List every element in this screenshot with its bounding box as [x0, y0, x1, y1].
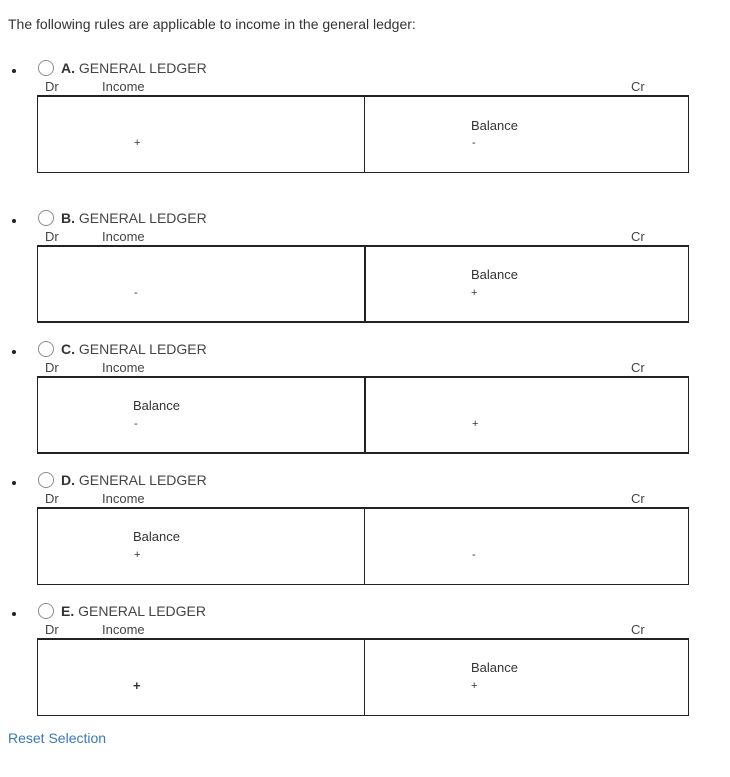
- option-title[interactable]: [61, 603, 206, 619]
- list-bullet: [12, 350, 16, 354]
- option-letter: B.: [61, 210, 75, 226]
- radio-button-e[interactable]: [38, 603, 54, 619]
- radio-button-b[interactable]: [38, 210, 54, 226]
- t-account: [37, 245, 689, 323]
- radio-button-d[interactable]: [38, 472, 54, 488]
- option-title[interactable]: [61, 472, 207, 488]
- account-name: Income: [102, 622, 145, 637]
- credit-sign: -: [472, 549, 476, 561]
- t-account: [37, 95, 689, 173]
- t-account: [37, 638, 689, 716]
- question-text: The following rules are applicable to income in the general ledger:: [8, 16, 416, 32]
- t-account-divider: [364, 247, 366, 321]
- account-name: Income: [102, 79, 145, 94]
- debit-label: Dr: [45, 79, 59, 94]
- credit-balance-label: Balance: [471, 660, 518, 675]
- credit-balance-label: Balance: [471, 118, 518, 133]
- credit-sign: -: [472, 137, 476, 149]
- debit-label: Dr: [45, 229, 59, 244]
- t-account-divider: [364, 97, 365, 172]
- credit-label: Cr: [631, 229, 645, 244]
- credit-sign: +: [472, 418, 479, 430]
- option-letter: D.: [61, 472, 75, 488]
- credit-sign: +: [471, 680, 478, 692]
- credit-sign: +: [471, 287, 478, 299]
- debit-sign: +: [134, 137, 141, 149]
- debit-sign: -: [134, 418, 138, 430]
- debit-sign: +: [134, 549, 141, 561]
- t-account: [37, 376, 689, 454]
- t-account-divider: [364, 509, 365, 584]
- option-letter: E.: [61, 603, 75, 619]
- option-title-text: GENERAL LEDGER: [74, 603, 206, 619]
- radio-button-a[interactable]: [38, 60, 54, 76]
- t-account-divider: [364, 378, 366, 452]
- option-title-text: GENERAL LEDGER: [75, 210, 207, 226]
- credit-label: Cr: [631, 79, 645, 94]
- list-bullet: [12, 219, 16, 223]
- reset-selection-link[interactable]: Reset Selection: [8, 730, 107, 746]
- radio-button-c[interactable]: [38, 341, 54, 357]
- option-letter: C.: [61, 341, 75, 357]
- list-bullet: [12, 69, 16, 73]
- debit-balance-label: Balance: [133, 529, 180, 544]
- credit-label: Cr: [631, 622, 645, 637]
- debit-sign: -: [134, 287, 138, 299]
- debit-label: Dr: [45, 622, 59, 637]
- option-title[interactable]: [61, 210, 207, 226]
- option-letter: A.: [61, 60, 75, 76]
- option-title-text: GENERAL LEDGER: [75, 60, 207, 76]
- t-account-divider: [364, 640, 365, 715]
- option-title[interactable]: [61, 341, 207, 357]
- option-title-text: GENERAL LEDGER: [75, 472, 207, 488]
- credit-label: Cr: [631, 491, 645, 506]
- debit-sign: +: [133, 678, 141, 693]
- debit-label: Dr: [45, 491, 59, 506]
- account-name: Income: [102, 229, 145, 244]
- debit-balance-label: Balance: [133, 398, 180, 413]
- t-account: [37, 507, 689, 585]
- credit-label: Cr: [631, 360, 645, 375]
- list-bullet: [12, 481, 16, 485]
- credit-balance-label: Balance: [471, 267, 518, 282]
- option-title[interactable]: [61, 60, 207, 76]
- account-name: Income: [102, 491, 145, 506]
- account-name: Income: [102, 360, 145, 375]
- list-bullet: [12, 612, 16, 616]
- debit-label: Dr: [45, 360, 59, 375]
- option-title-text: GENERAL LEDGER: [75, 341, 207, 357]
